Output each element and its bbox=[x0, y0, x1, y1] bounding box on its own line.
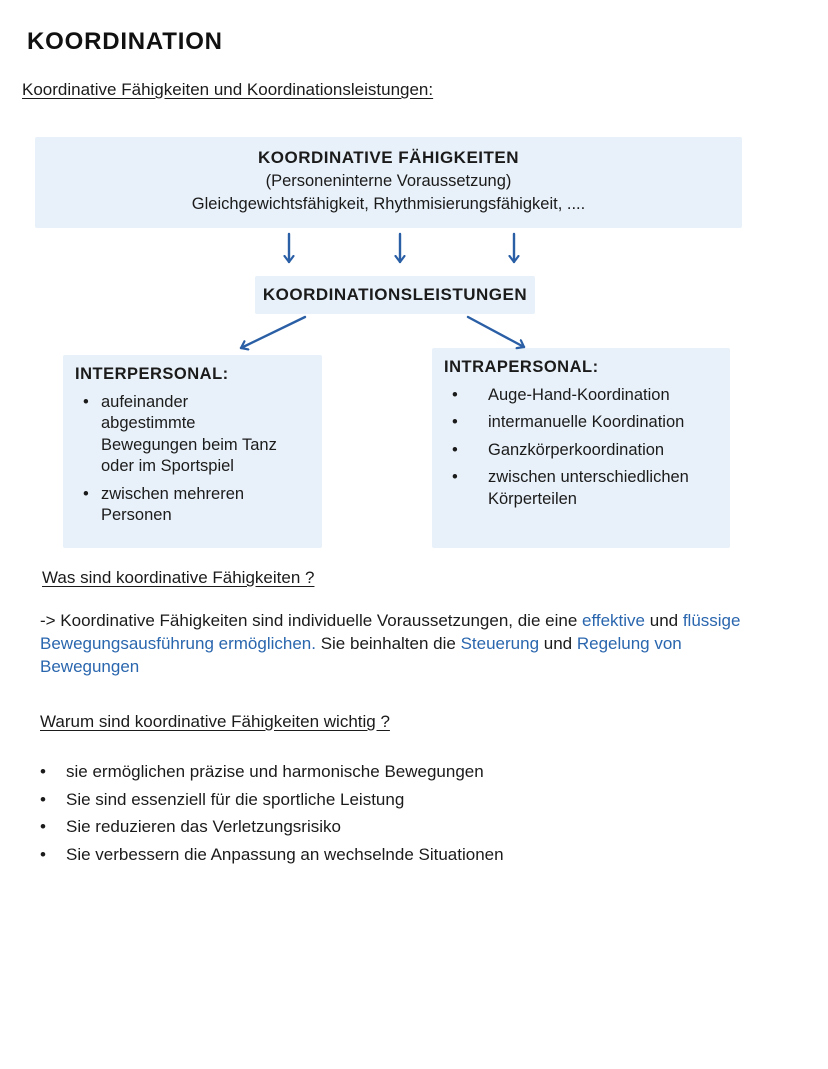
intrapersonal-list bbox=[444, 385, 718, 510]
paragraph-highlight: flüssige Bewegungsausführung ermöglichen. bbox=[40, 611, 741, 653]
interpersonal-box bbox=[63, 355, 322, 548]
paragraph-text: -> Koordinative Fähigkeiten sind individuelle Voraussetzungen, die eine bbox=[40, 611, 582, 630]
performances-box-title: KOORDINATIONSLEISTUNGEN bbox=[262, 285, 528, 304]
list-item: • Sie sind essenziell für die sportliche Leistung bbox=[38, 786, 780, 814]
page-title: KOORDINATION bbox=[27, 28, 223, 55]
abilities-box-examples: Gleichgewichtsfähigkeit, Rhythmisierungsfähigkeit, .... bbox=[191, 195, 586, 213]
importance-heading: Warum sind koordinative Fähigkeiten wichtig ? bbox=[40, 712, 390, 731]
list-item: • Sie verbessern die Anpassung an wechselnde Situationen bbox=[38, 841, 780, 869]
intrapersonal-box bbox=[432, 348, 730, 548]
paragraph-highlight: Steuerung bbox=[460, 633, 540, 653]
abilities-box-subtitle: (Personeninterne Voraussetzung) bbox=[265, 172, 512, 190]
list-item: • Ganzkörperkoordination bbox=[444, 440, 706, 461]
intrapersonal-box-title: INTRAPERSONAL: bbox=[444, 358, 599, 376]
down-left-arrow-icon bbox=[241, 317, 305, 348]
list-item: • zwischen mehreren Personen bbox=[75, 484, 277, 527]
abilities-box-title: KOORDINATIVE FÄHIGKEITEN bbox=[257, 148, 520, 167]
interpersonal-box-title: INTERPERSONAL: bbox=[75, 365, 229, 383]
list-item: • Auge-Hand-Koordination bbox=[444, 385, 706, 406]
down-right-arrow-icon bbox=[468, 317, 524, 347]
paragraph-text: und bbox=[539, 633, 577, 653]
paragraph-highlight: effektive bbox=[582, 611, 646, 630]
list-item: • Sie reduzieren das Verletzungsrisiko bbox=[38, 813, 780, 841]
definition-heading: Was sind koordinative Fähigkeiten ? bbox=[42, 568, 315, 587]
interpersonal-list bbox=[75, 392, 310, 527]
abilities-box bbox=[35, 137, 742, 228]
performances-box bbox=[255, 276, 535, 314]
list-item: • zwischen unterschiedlichen Körperteilen bbox=[444, 467, 706, 510]
page-subtitle: Koordinative Fähigkeiten und Koordinationsleistungen: bbox=[22, 80, 434, 99]
paragraph-highlight: Regelung von Bewegungen bbox=[40, 633, 682, 676]
definition-paragraph bbox=[40, 610, 777, 678]
paragraph-text: Sie beinhalten die bbox=[315, 633, 461, 653]
importance-list bbox=[38, 758, 780, 868]
list-item: • aufeinander abgestimmte Bewegungen beim Tanz oder im Sportspiel bbox=[75, 392, 277, 478]
list-item: • intermanuelle Koordination bbox=[444, 412, 706, 433]
paragraph-text: und bbox=[645, 611, 683, 630]
list-item: • sie ermöglichen präzise und harmonische Bewegungen bbox=[38, 758, 780, 786]
